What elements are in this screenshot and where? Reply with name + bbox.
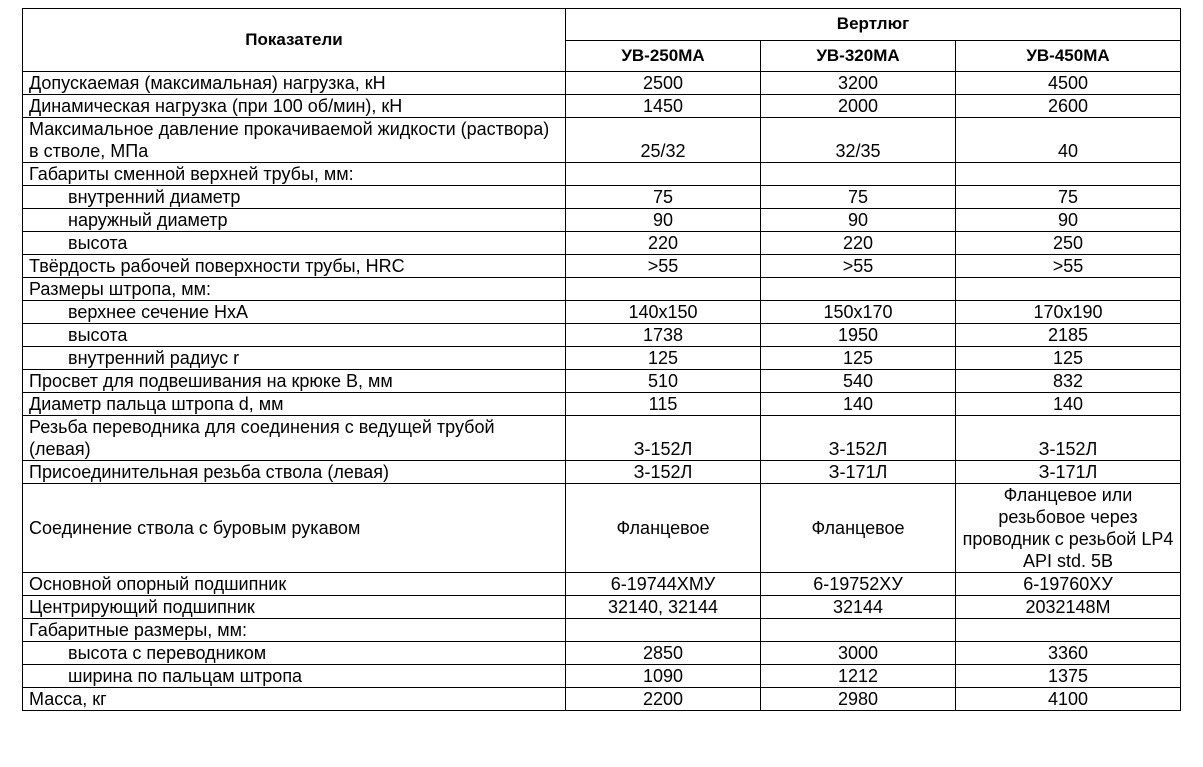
cell-value: 125 — [761, 347, 956, 370]
cell-value: 510 — [566, 370, 761, 393]
table-row — [23, 573, 1181, 596]
cell-value: Фланцевое или резьбовое через проводник с резьбой LP4 API std. 5B — [956, 484, 1181, 573]
cell-value: 32/35 — [761, 118, 956, 163]
model-header-2: УВ-320МА — [761, 40, 956, 72]
table-row — [23, 72, 1181, 95]
row-label: Просвет для подвешивания на крюке B, мм — [23, 370, 566, 393]
cell-value: 125 — [566, 347, 761, 370]
table-row — [23, 163, 1181, 186]
table-row — [23, 688, 1181, 711]
cell-value: 32144 — [761, 596, 956, 619]
table-row — [23, 596, 1181, 619]
cell-value: 1090 — [566, 665, 761, 688]
table-row — [23, 484, 1181, 573]
cell-value: 25/32 — [566, 118, 761, 163]
table-row — [23, 95, 1181, 118]
row-label: Габаритные размеры, мм: — [23, 619, 566, 642]
cell-value: 832 — [956, 370, 1181, 393]
row-label: Максимальное давление прокачиваемой жидкости (раствора) в стволе, МПа — [23, 118, 566, 163]
cell-value — [566, 278, 761, 301]
row-label: Резьба переводника для соединения с ведущей трубой (левая) — [23, 416, 566, 461]
row-label: Соединение ствола с буровым рукавом — [23, 484, 566, 573]
cell-value: 4500 — [956, 72, 1181, 95]
table-row — [23, 642, 1181, 665]
cell-value: З-152Л — [566, 461, 761, 484]
cell-value: Фланцевое — [761, 484, 956, 573]
cell-value: 2032148М — [956, 596, 1181, 619]
cell-value: 90 — [566, 209, 761, 232]
cell-value: 1212 — [761, 665, 956, 688]
table-row — [23, 324, 1181, 347]
row-label: Размеры штропа, мм: — [23, 278, 566, 301]
table-row — [23, 255, 1181, 278]
cell-value: З-171Л — [761, 461, 956, 484]
row-label: Присоединительная резьба ствола (левая) — [23, 461, 566, 484]
table-row — [23, 416, 1181, 461]
cell-value: 1450 — [566, 95, 761, 118]
row-label: внутренний диаметр — [23, 186, 566, 209]
cell-value: 75 — [566, 186, 761, 209]
table-row — [23, 393, 1181, 416]
cell-value: 6-19752ХУ — [761, 573, 956, 596]
row-label: верхнее сечение НхА — [23, 301, 566, 324]
cell-value: 125 — [956, 347, 1181, 370]
cell-value: 1375 — [956, 665, 1181, 688]
cell-value — [956, 619, 1181, 642]
row-label: Динамическая нагрузка (при 100 об/мин), кН — [23, 95, 566, 118]
cell-value: 150x170 — [761, 301, 956, 324]
row-label: высота — [23, 324, 566, 347]
cell-value: 2850 — [566, 642, 761, 665]
cell-value: 90 — [761, 209, 956, 232]
row-label: ширина по пальцам штропа — [23, 665, 566, 688]
cell-value: З-171Л — [956, 461, 1181, 484]
table-row — [23, 665, 1181, 688]
cell-value: З-152Л — [761, 416, 956, 461]
cell-value: 2200 — [566, 688, 761, 711]
row-label: Центрирующий подшипник — [23, 596, 566, 619]
cell-value: 75 — [761, 186, 956, 209]
cell-value: З-152Л — [956, 416, 1181, 461]
row-label: высота — [23, 232, 566, 255]
cell-value: >55 — [956, 255, 1181, 278]
cell-value: З-152Л — [566, 416, 761, 461]
cell-value: 2185 — [956, 324, 1181, 347]
cell-value: 6-19760ХУ — [956, 573, 1181, 596]
cell-value: Фланцевое — [566, 484, 761, 573]
cell-value: 6-19744ХМУ — [566, 573, 761, 596]
cell-value: 140 — [761, 393, 956, 416]
cell-value — [761, 278, 956, 301]
cell-value: 3360 — [956, 642, 1181, 665]
cell-value: 250 — [956, 232, 1181, 255]
table-row — [23, 232, 1181, 255]
cell-value: 220 — [566, 232, 761, 255]
cell-value: 2600 — [956, 95, 1181, 118]
table-row — [23, 347, 1181, 370]
cell-value: 40 — [956, 118, 1181, 163]
cell-value: 115 — [566, 393, 761, 416]
cell-value: 2980 — [761, 688, 956, 711]
row-label: наружный диаметр — [23, 209, 566, 232]
table-row — [23, 619, 1181, 642]
cell-value: 220 — [761, 232, 956, 255]
cell-value — [761, 163, 956, 186]
table-row — [23, 118, 1181, 163]
cell-value: >55 — [761, 255, 956, 278]
row-label: Габариты сменной верхней трубы, мм: — [23, 163, 566, 186]
table-row — [23, 186, 1181, 209]
row-label: внутренний радиус r — [23, 347, 566, 370]
table-row — [23, 461, 1181, 484]
cell-value: 75 — [956, 186, 1181, 209]
cell-value: 540 — [761, 370, 956, 393]
cell-value: 3200 — [761, 72, 956, 95]
group-header: Вертлюг — [566, 9, 1181, 41]
row-label: Твёрдость рабочей поверхности трубы, HRC — [23, 255, 566, 278]
model-header-1: УВ-250МА — [566, 40, 761, 72]
row-label: Масса, кг — [23, 688, 566, 711]
swivel-spec-table — [22, 8, 1181, 711]
table-row — [23, 209, 1181, 232]
cell-value: 140x150 — [566, 301, 761, 324]
cell-value: 170x190 — [956, 301, 1181, 324]
param-column-header: Показатели — [23, 9, 566, 72]
cell-value: 1950 — [761, 324, 956, 347]
cell-value: 2500 — [566, 72, 761, 95]
cell-value: 32140, 32144 — [566, 596, 761, 619]
cell-value: 90 — [956, 209, 1181, 232]
table-row — [23, 278, 1181, 301]
model-header-3: УВ-450МА — [956, 40, 1181, 72]
table-row — [23, 370, 1181, 393]
cell-value: 1738 — [566, 324, 761, 347]
cell-value — [956, 278, 1181, 301]
cell-value — [761, 619, 956, 642]
cell-value: 4100 — [956, 688, 1181, 711]
spec-table-container — [22, 8, 1181, 711]
table-row — [23, 301, 1181, 324]
row-label: высота с переводником — [23, 642, 566, 665]
cell-value — [566, 619, 761, 642]
row-label: Допускаемая (максимальная) нагрузка, кН — [23, 72, 566, 95]
cell-value: 3000 — [761, 642, 956, 665]
row-label: Основной опорный подшипник — [23, 573, 566, 596]
cell-value — [956, 163, 1181, 186]
cell-value: 140 — [956, 393, 1181, 416]
cell-value: >55 — [566, 255, 761, 278]
cell-value: 2000 — [761, 95, 956, 118]
row-label: Диаметр пальца штропа d, мм — [23, 393, 566, 416]
cell-value — [566, 163, 761, 186]
